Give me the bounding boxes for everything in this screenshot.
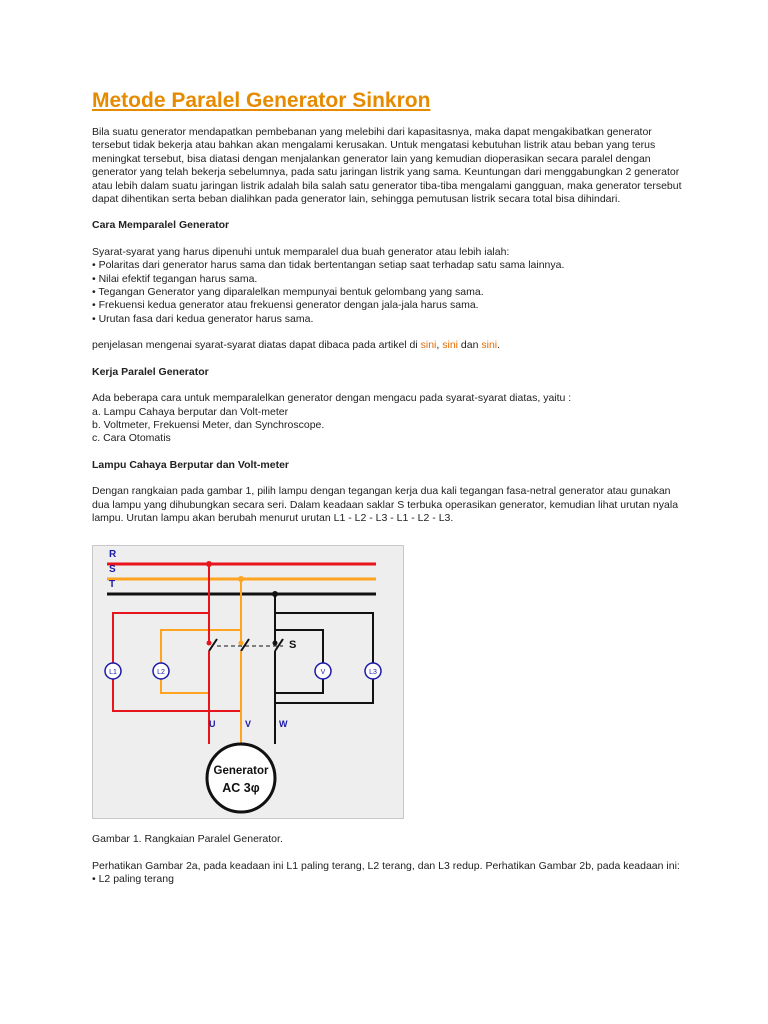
- intro-paragraph: Bila suatu generator mendapatkan pembebanan yang melebihi dari kapasitasnya, maka dapat mengakibatkan generator tersebut tidak bekerja atau bahkan akan mengalami kerusakan. Untuk mengatasi kebutuhan listrik atau beban yang terus meningkat tersebut, bisa diatasi dengan menjalankan generator lain yang kemudian dioperasikan secara paralel dengan generator yang telah bekerja sebelumnya, pada satu jaringan listrik yang sama. Keuntungan dari menggabungkan 2 generator atau lebih dalam suatu jaringan listrik adalah bila salah satu generator tiba-tiba mengalami gangguan, maka generator tersebut dapat dihentikan serta beban dialihkan pada generator lain, sehingga pemutusan listrik secara total bisa dihindari.: [92, 126, 682, 206]
- junction-s: [238, 576, 244, 582]
- requirement-item: • Nilai efektif tegangan harus sama.: [92, 272, 258, 285]
- article-body: [92, 88, 682, 887]
- requirement-item: • Polaritas dari generator harus sama dan tidak bertentangan setiap saat terhadap satu sama lainnya.: [92, 259, 565, 272]
- junction-t: [272, 591, 278, 597]
- lamp-l1: [105, 663, 121, 679]
- figure-container: [92, 545, 682, 819]
- reference-separator: dan: [458, 339, 482, 352]
- link-sini-2[interactable]: sini: [442, 339, 458, 352]
- contact-r: [207, 641, 212, 646]
- methods-lead: Ada beberapa cara untuk memparalelkan generator dengan mengacu pada syarat-syarat diatas, yaitu :: [92, 392, 572, 405]
- requirement-item: • Urutan fasa dari kedua generator harus sama.: [92, 312, 314, 325]
- requirement-item: • Frekuensi kedua generator atau frekuensi generator dengan jala-jala harus sama.: [92, 299, 479, 312]
- method-item: b. Voltmeter, Frekuensi Meter, dan Synchroscope.: [92, 418, 325, 431]
- junction-r: [206, 561, 212, 567]
- contact-s: [239, 641, 244, 646]
- link-sini-1[interactable]: sini: [420, 339, 437, 352]
- figure-caption: Gambar 1. Rangkaian Paralel Generator.: [92, 833, 283, 846]
- terminal-v-label: V: [245, 719, 252, 730]
- lamp-l3-label: L3: [369, 669, 377, 677]
- closing-item: • L2 paling terang: [92, 873, 174, 886]
- terminal-u-label: U: [209, 719, 216, 730]
- link-sini-3[interactable]: sini: [481, 339, 498, 352]
- requirements-block: [92, 246, 682, 326]
- section-heading-lampu-cahaya: Lampu Cahaya Berputar dan Volt-meter: [92, 458, 290, 471]
- methods-block: [92, 392, 682, 446]
- requirement-item: • Tegangan Generator yang diparalelkan mempunyai bentuk gelombang yang sama.: [92, 286, 484, 299]
- closing-paragraph: Perhatikan Gambar 2a, pada keadaan ini L1 paling terang, L2 terang, dan L3 redup. Perhatikan Gambar 2b, pada keadaan ini:: [92, 859, 680, 872]
- article-title[interactable]: Metode Paralel Generator Sinkron: [92, 89, 431, 112]
- requirements-lead: Syarat-syarat yang harus dipenuhi untuk memparalel dua buah generator atau lebih ialah:: [92, 245, 510, 258]
- reference-separator: ,: [436, 339, 443, 352]
- lamp-l2-label: L2: [157, 669, 165, 677]
- method-item: c. Cara Otomatis: [92, 432, 171, 445]
- method-item: a. Lampu Cahaya berputar dan Volt-meter: [92, 405, 289, 418]
- lamp-l2: [153, 663, 169, 679]
- circuit-diagram: [92, 545, 404, 819]
- reference-note-end: .: [497, 339, 501, 352]
- contact-t: [273, 641, 278, 646]
- bus-s-label: S: [109, 564, 116, 576]
- switch-label: S: [289, 639, 297, 652]
- bus-t-label: T: [109, 579, 116, 591]
- generator-label: Generator: [213, 765, 269, 778]
- bus-r-label: R: [109, 549, 117, 561]
- voltmeter-label: V: [320, 669, 326, 677]
- circuit-svg: [93, 546, 403, 818]
- generator-spec: AC 3φ: [222, 781, 260, 796]
- lamp-method-paragraph: Dengan rangkaian pada gambar 1, pilih lampu dengan tegangan kerja dua kali tegangan fasa-netral generator atau gunakan dua lampu yang dihubungkan secara seri. Dalam keadaan saklar S terbuka operasikan generator, kemudian lihat urutan nyala lampu. Urutan lampu akan berubah menurut urutan L1 - L2 - L3 - L1 - L2 - L3.: [92, 485, 679, 524]
- lamp-l3: [365, 663, 381, 679]
- wire-v-top: [275, 630, 323, 671]
- closing-block: [92, 860, 682, 887]
- voltmeter: [315, 663, 331, 679]
- section-heading-cara-memparalel: Cara Memparalel Generator: [92, 219, 230, 232]
- generator-symbol: [207, 744, 275, 812]
- wire-l1-bottom: [113, 651, 241, 711]
- section-heading-kerja-paralel: Kerja Paralel Generator: [92, 365, 209, 378]
- reference-note: [92, 339, 682, 352]
- terminal-w-label: W: [279, 719, 288, 730]
- reference-note-text: penjelasan mengenai syarat-syarat diatas dapat dibaca pada artikel di: [92, 339, 421, 352]
- lamp-l1-label: L1: [109, 669, 117, 677]
